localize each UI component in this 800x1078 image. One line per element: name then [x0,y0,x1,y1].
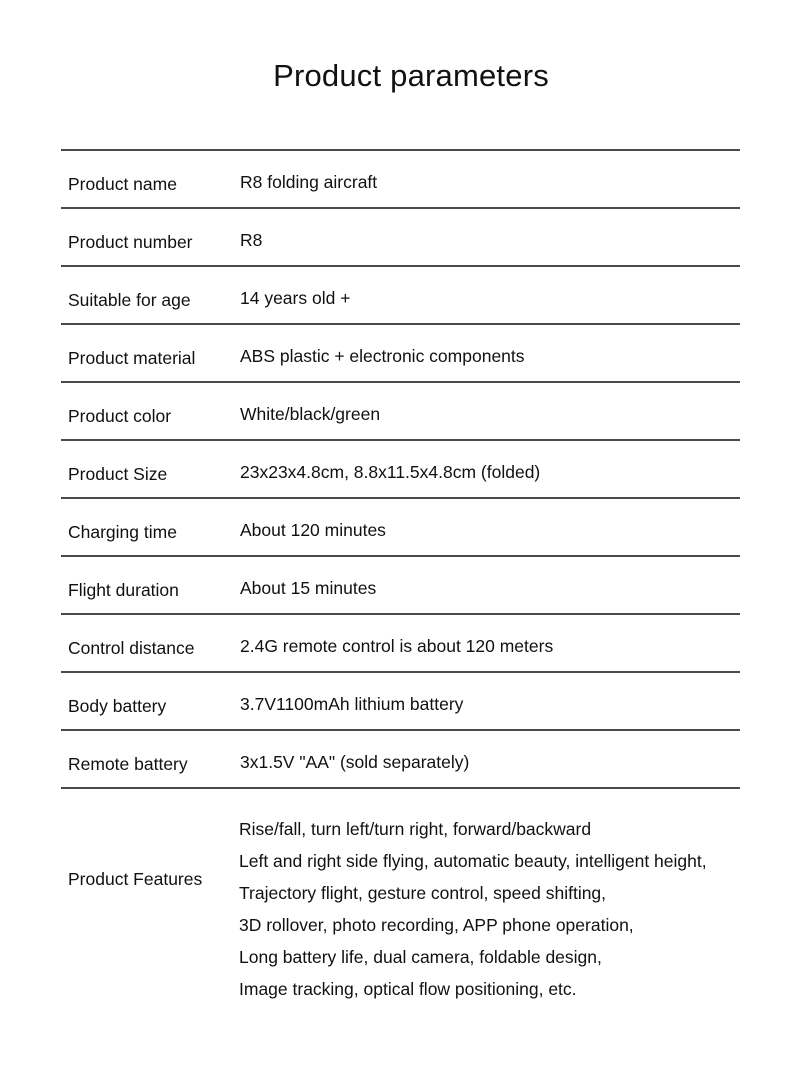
feature-line: Left and right side flying, automatic beauty, intelligent height, [239,851,707,871]
param-label: Flight duration [68,580,179,600]
param-label: Product name [68,174,177,194]
param-label: Remote battery [68,754,188,774]
param-row-product-color [61,381,740,439]
param-label: Product number [68,232,193,252]
feature-line: Trajectory flight, gesture control, speed shifting, [239,883,607,903]
param-value: 14 years old + [240,288,351,308]
feature-line: Long battery life, dual camera, foldable design, [239,947,602,967]
param-row-body-battery [61,671,740,729]
feature-line: Image tracking, optical flow positioning, etc. [239,979,577,999]
param-row-charging-time [61,497,740,555]
param-label: Body battery [68,696,167,716]
param-label: Charging time [68,522,177,542]
param-row-control-distance [61,613,740,671]
param-row-suitable-age [61,265,740,323]
param-value: 23x23x4.8cm, 8.8x11.5x4.8cm (folded) [240,462,541,482]
param-value: About 120 minutes [240,520,386,540]
param-label: Suitable for age [68,290,191,310]
param-value: White/black/green [240,404,381,424]
feature-line: 3D rollover, photo recording, APP phone operation, [239,915,634,935]
param-label: Product Size [68,464,168,484]
param-label: Control distance [68,638,195,658]
features-list [239,813,707,1005]
param-row-product-number [61,207,740,265]
parameters-table [61,149,740,1017]
param-row-product-features [61,787,740,1017]
param-row-remote-battery [61,729,740,787]
param-row-flight-duration [61,555,740,613]
param-value: About 15 minutes [240,578,377,598]
feature-line: Rise/fall, turn left/turn right, forward/backward [239,819,592,839]
param-value: R8 folding aircraft [240,172,378,192]
param-row-product-size [61,439,740,497]
param-row-product-material [61,323,740,381]
param-value: 3x1.5V "AA" (sold separately) [240,752,470,772]
param-row-product-name [61,149,740,207]
param-label: Product color [68,406,172,426]
param-value: 3.7V1100mAh lithium battery [240,694,464,714]
param-label: Product Features [68,869,203,889]
param-value: ABS plastic + electronic components [240,346,525,366]
param-label: Product material [68,348,196,368]
param-value: 2.4G remote control is about 120 meters [240,636,554,656]
page-title: Product parameters [273,58,549,93]
param-value: R8 [240,230,263,250]
